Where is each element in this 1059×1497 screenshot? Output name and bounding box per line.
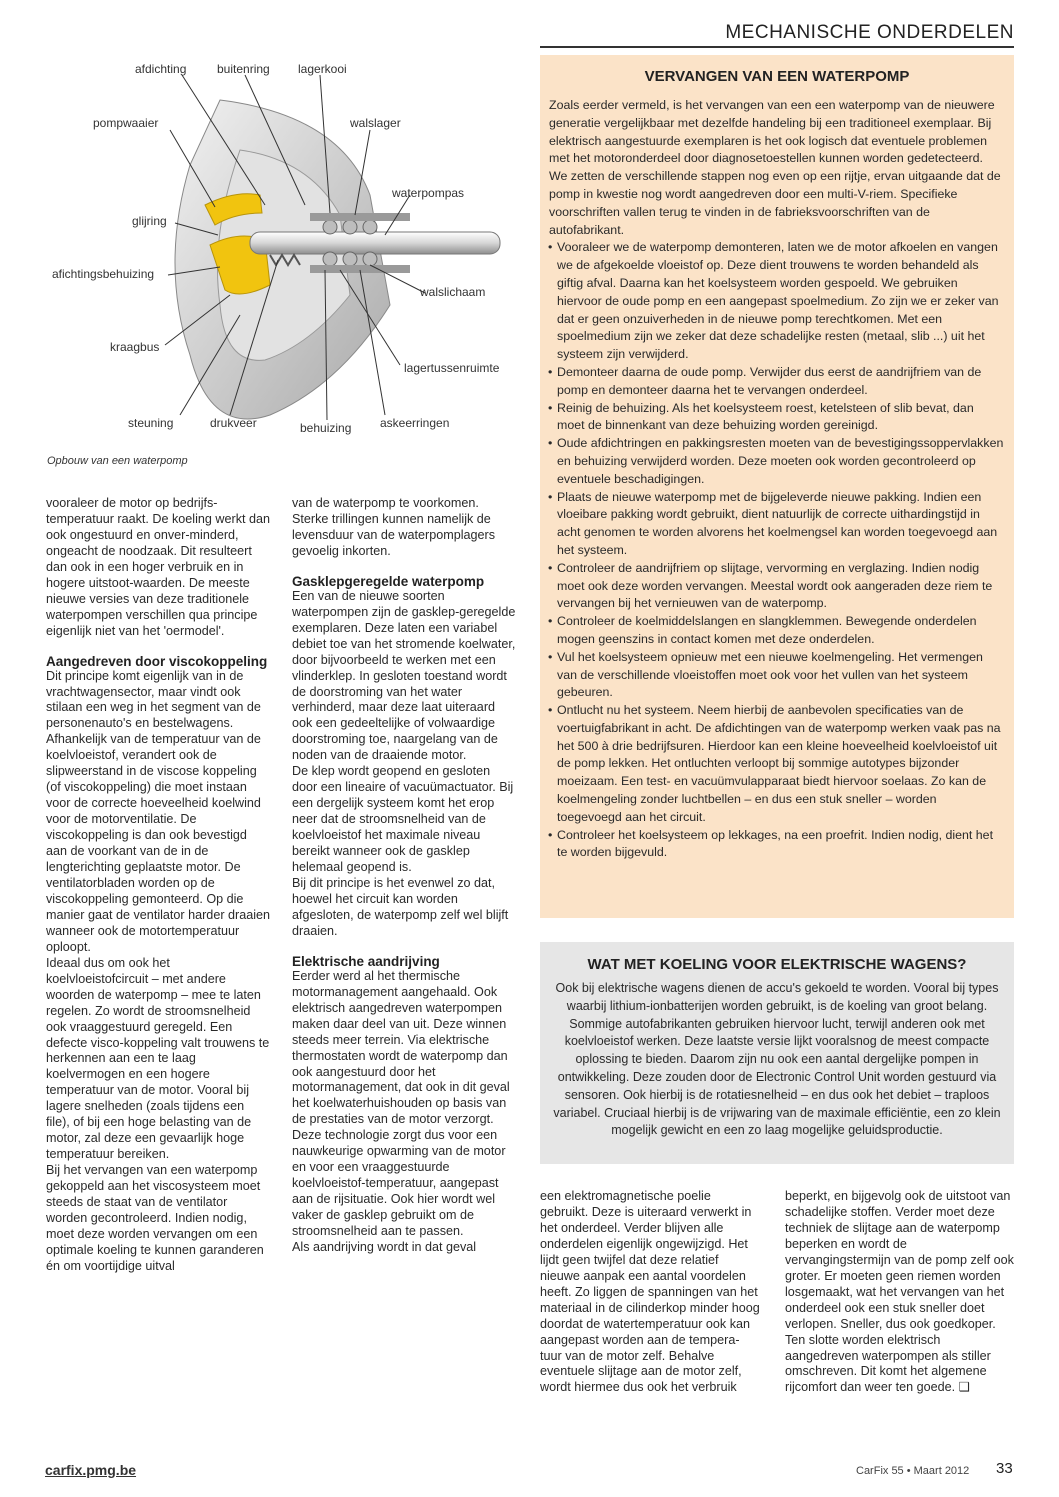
- label-steuning: steuning: [128, 416, 174, 430]
- box-paragraph: Zoals eerder vermeld, is het vervangen van een een waterpomp van de nieuwere generatie vergelijkbaar met dezelfde handeling bij een traditioneel exemplaar. Bij elektrisch aangestuurde exemplaren is het ook logisch dat eventuele problemen met het motoronderdeel door diagnosetoestellen kunnen worden gedetecteerd.: [549, 98, 995, 166]
- paragraph: Als aandrijving wordt in dat geval: [292, 1239, 477, 1254]
- list-item: • Controleer de aandrijfriem op slijtage, vervorming en verglazing. Indien nodig moet ook deze worden vervangen. Meestal wordt ook aangeraden deze riem te vervangen bij het vernieuwen van de waterpomp.: [549, 560, 1004, 613]
- list-item: • Demonteer daarna de oude pomp. Verwijder dus eerst de aandrijfriem van de pomp en demonteer daarna het te vervangen onderdeel.: [549, 364, 1004, 400]
- label-kraagbus: kraagbus: [110, 340, 160, 354]
- list-item: • Vul het koelsysteem opnieuw met een nieuwe koelmengeling. Het vermengen van de verschillende vloeistoffen moet ook voor het vullen van het systeem gebeuren.: [549, 649, 1004, 702]
- section-title: MECHANISCHE ONDERDELEN: [725, 22, 1014, 43]
- paragraph: beperkt, en bijgevolg ook de uitstoot van schadelijke stoffen. Verder moet deze techniek de slijtage aan de waterpomp beperken en wordt de vervangingstermijn van de pomp zelf ook groter. Er moeten geen riemen worden losgemaakt, wat het vervangen van het onderdeel ook een stuk sneller doet verlopen. Sneller, dus ook goedkoper. Ten slotte worden elektrisch aangedreven waterpompen als stiller omschreven. Dit komt het algemene rijcomfort dan weer ten goede. ❑: [785, 1189, 1014, 1395]
- paragraph: vooraleer de motor op bedrijfs-temperatuur raakt. De koeling werkt dan ook ongestuurd en onver-minderd, ongeacht de noodzaak. Dit resulteert dan ook in een hoger verbruik en in hogere uitstoot-waarden. De meeste nieuwe versies van deze traditionele waterpompen verschillen qua principe eigenlijk niet van het 'oermodel'.: [46, 496, 271, 638]
- label-lagertussenruimte: lagertussenruimte: [404, 361, 500, 375]
- figure-caption: Opbouw van een waterpomp: [47, 455, 188, 467]
- label-afichtingsbehuizing: afichtingsbehuizing: [52, 267, 155, 281]
- list-item: • Controleer de koelmiddelslangen en slangklemmen. Bewegende onderdelen mogen geenszins in contact komen met deze onderdelen.: [549, 613, 1004, 649]
- magazine-issue: CarFix 55 • Maart 2012: [856, 1465, 970, 1477]
- list-item: • Controleer het koelsysteem op lekkages, na een proefrit. Indien nodig, dient het te worden bijgevuld.: [549, 827, 1004, 863]
- paragraph: Ideaal dus om ook het koelvloeistofcircuit – met andere woorden de waterpomp – mee te laten regelen. Zo wordt de stroomsnelheid ook vraaggestuurd geregeld. Een defecte visco-koppeling valt trouwens te herkennen aan een te laag koelvermogen en een hogere temperatuur van de motor. Vooral bij lagere snelheden (zoals tijdens een file), of bij een hoge belasting van de motor, zal deze een gevaarlijk hoge temperatuur bereiken.: [46, 955, 270, 1162]
- label-pompwaaier: pompwaaier: [93, 116, 159, 130]
- label-afdichting: afdichting: [135, 62, 187, 76]
- label-waterpompas: waterpompas: [392, 186, 465, 200]
- box-body: [549, 97, 1004, 862]
- website-link[interactable]: carfix.pmg.be: [45, 1462, 137, 1478]
- label-glijring: glijring: [132, 214, 167, 228]
- paragraph: Bij dit principe is het evenwel zo dat, hoewel het circuit kan worden afgesloten, de waterpomp zelf wel blijft draaien.: [292, 875, 509, 938]
- subheading: Elektrische aandrijving: [292, 953, 440, 969]
- waterpump-diagram: [40, 55, 510, 450]
- pump-shaft: [250, 232, 500, 254]
- column-4: [785, 1189, 1014, 1396]
- page-number: 33: [996, 1460, 1013, 1477]
- sidebar-box-electric-cars: [540, 942, 1014, 1164]
- paragraph: Eerder werd al het thermische motormanagement aangehaald. Ook elektrisch aangedreven waterpompen maken daar deel van uit. Deze winnen steeds meer terrein. Via elektrische thermostaten wordt de waterpomp dan ook aangestuurd door het motormanagement, dat ook in dit geval het koelwaterhuishouden op basis van de prestaties van de motor verzorgt. Deze technologie zorgt dus voor een nauwkeurige opwarming van de motor en voor een vraaggestuurde koelvloeistof-temperatuur, aangepast aan de rijsituatie. Ook hier wordt wel vaker de gasklep gebruikt om de stroomsnelheid aan te passen.: [292, 968, 510, 1239]
- label-buitenring: buitenring: [217, 62, 270, 76]
- label-walslichaam: walslichaam: [420, 285, 486, 299]
- label-behuizing: behuizing: [300, 421, 352, 435]
- label-drukveer: drukveer: [210, 416, 257, 430]
- paragraph: van de waterpomp te voorkomen. Sterke trillingen kunnen namelijk de levensduur van de waterpomplagers gevoelig inkorten.: [292, 496, 496, 558]
- list-item: • Vooraleer we de waterpomp demonteren, laten we de motor afkoelen en vangen we de afgekoelde vloeistof op. Deze dient trouwens te worden behandeld als giftig afval. Daarna kan het koelsysteem worden gespoeld. We gebruiken hiervoor de oude pomp en een aangepast spoelmedium. Zo zijn we er zeker van dat er geen onzuiverheden in de nieuwe pomp terechtkomen. Met een spoelmedium zijn we zeker dat deze schadelijke resten (metaal, slib ...) uit het systeem zijn verwijderd.: [549, 239, 1004, 364]
- column-1: [46, 496, 271, 1275]
- paragraph: Een van de nieuwe soorten waterpompen zijn de gasklep-geregelde exemplaren. Deze laten een variabel debiet toe van het stromende koelwater, door bijvoorbeeld te werken met een vlinderklep. In gesloten toestand wordt de doorstroming van het water verhinderd, maar deze laat uiteraard ook een gedeeltelijke of volwaardige doorstroming toe, naargelang van de noden van de draaiende motor.: [292, 588, 516, 763]
- list-item: • Ontlucht nu het systeem. Neem hierbij de aanbevolen specificaties van de voertuigfabrikant in acht. De afdichtingen van de waterpomp werken vaak pas na het 500 à drie bedrijfsuren. Hierdoor kan een kleine hoeveelheid koelvloeistof uit de pomp lekken. Het ontluchten verloopt bij sommige autotypes bijzonder moeizaam. Een test- en vacuümvulapparaat biedt hiervoor soelaas. Zo kan de koelmengeling zonder luchtbellen – en dus een stuk sneller – worden toegevoegd aan het circuit.: [549, 702, 1004, 827]
- step-list: [549, 239, 1004, 862]
- subheading: Gasklepgeregelde waterpomp: [292, 573, 485, 589]
- paragraph: een elektromagnetische poelie gebruikt. Deze is uiteraard verwerkt in het onderdeel. Verder blijven alle onderdelen eigenlijk ongewijzigd. Het lijdt geen twijfel dat deze relatief nieuwe aanpak een aantal voordelen heeft. Zo liggen de spanningen van het materiaal in de cilinderkop minder hoog doordat de watertemperatuur ook kan aangepast worden aan de tempera-tuur van de motor zelf. Behalve eventuele slijtage aan de motor zelf, wordt hiermee dus ook het verbruik: [540, 1189, 760, 1395]
- list-item: • Oude afdichtringen en pakkingsresten moeten van de bevestigingssoppervlakken en behuizing verwijderd worden. Deze moeten ook worden gecontroleerd op eventuele beschadigingen.: [549, 435, 1004, 488]
- label-lagerkooi: lagerkooi: [298, 62, 347, 76]
- label-askeerringen: askeerringen: [380, 416, 450, 430]
- list-item: • Plaats de nieuwe waterpomp met de bijgeleverde nieuwe pakking. Indien een vloeibare pakking wordt gebruikt, dient natuurlijk de correcte uithardingstijd in acht genomen te worden alvorens het koelmengsel kan worden toegevoegd aan het systeem.: [549, 489, 1004, 560]
- box-paragraph: We zetten de verschillende stappen nog even op een rijtje, ervan uitgaande dat de pomp in kwestie nog wordt aangedreven door een multi-V-riem. Specifieke voorschriften vallen terug te vinden in de fabrieksvoorschriften van de autofabrikant.: [549, 169, 1001, 237]
- column-3: [540, 1189, 760, 1396]
- subheading: Aangedreven door viscokoppeling: [46, 653, 268, 669]
- paragraph: Dit principe komt eigenlijk van in de vrachtwagensector, maar vindt ook stilaan een weg in het segment van de personenauto's en bestelwagens. Afhankelijk van de temperatuur van de koelvloeistof, verandert ook de slipweerstand in de viscose koppeling (of viscokoppeling) die moet instaan voor de correcte hoeveelheid koelwind voor de motorventilatie. De viscokoppeling is dan ook bevestigd aan de voorkant van de in de lengterichting geplaatste motor. De ventilatorbladen worden op de viscokoppeling gemonteerd. Op die manier gaat de ventilator harder draaien wanneer ook de motortemperatuur oploopt.: [46, 668, 271, 954]
- box-title: WAT MET KOELING VOOR ELEKTRISCHE WAGENS?: [587, 956, 967, 973]
- sidebar-box-replacing-waterpump: [540, 55, 1014, 918]
- box-title: VERVANGEN VAN EEN WATERPOMP: [644, 68, 910, 85]
- column-2: [292, 496, 518, 1256]
- label-walslager: walslager: [350, 116, 401, 130]
- list-item: • Reinig de behuizing. Als het koelsysteem roest, ketelsteen of slib bevat, dan moet de binnenkant van deze behuizing worden gereinigd.: [549, 400, 1004, 436]
- box-body: Ook bij elektrische wagens dienen de accu's gekoeld te worden. Vooral bij types waarbij lithium-ionbatterijen worden gebruikt, is de koeling van groot belang. Sommige autofabrikanten gebruiken hiervoor lucht, terwijl anderen ook met koelvloeistof werken. Deze laatste versie lijkt vooralsnog de meest compacte oplossing te bieden. Daarom zijn nu ook een aantal dergelijke pompen in ontwikkeling. Deze zouden door de Electronic Control Unit worden gestuurd via sensoren. Ook hierbij is de rotatiesnelheid – en dus ook het debiet – traploos variabel. Cruciaal hierbij is de vrijwaring van de maximale efficiëntie, een zo klein mogelijk gewicht en een zo laag mogelijke geluidsproductie.: [553, 981, 1001, 1138]
- section-rule: [540, 46, 1014, 48]
- paragraph: De klep wordt geopend en gesloten door een lineaire of vacuümactuator. Bij een dergelijk systeem komt het erop neer dat de stroomsnelheid van de koelvloeistof het maximale niveau bereikt wanneer ook de gasklep helemaal geopend is.: [292, 764, 514, 875]
- paragraph: Bij het vervangen van een waterpomp gekoppeld aan het viscosysteem moet steeds de staat van de ventilator worden gecontroleerd. Indien nodig, moet deze worden vervangen om een optimale koeling te kunnen garanderen én om voortijdige uitval: [46, 1163, 264, 1273]
